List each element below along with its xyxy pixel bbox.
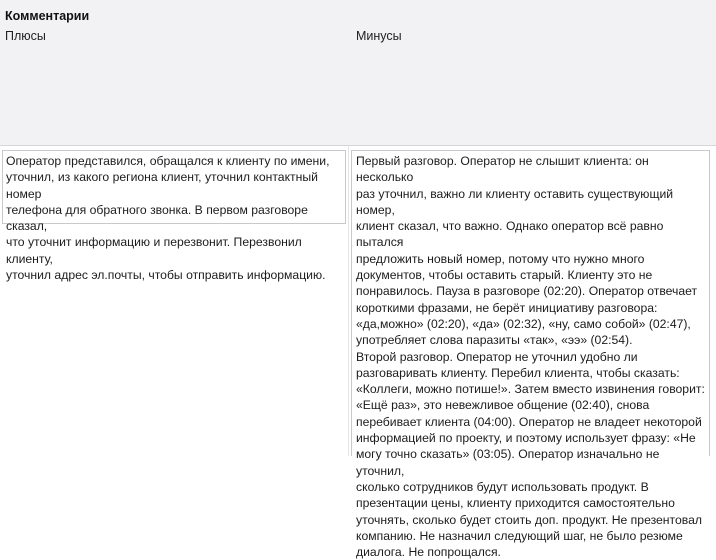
cons-second-call-text: Второй разговор. Оператор не уточнил удобно ли разговаривать клиенту. Перебил клиента, чтобы сказать: «Коллеги, можно потише!». Затем вместо извинения говорит: «Ещё раз», это невежливое общение (02:40), снова перебивает клиента (04:00). Оператор не владеет некоторой информацией по проекту, и поэтому использует фразу: «Не могу точно сказать» (03:05). Оператор изначально не уточнил, сколько сотрудников будут использовать продукт. В презентации цены, клиенту приходится самостоятельно уточнять, сколько будет стоить доп. продукт. Не презентовал компанию. Не назначил следующий шаг, не было резюме диалога. Не попрощался. xyxy=(356,349,705,560)
cons-column-header: Минусы xyxy=(356,29,402,43)
cons-first-call-text: Первый разговор. Оператор не слышит клиента: он несколько раз уточнил, важно ли клиенту оставить существующий номер, клиент сказал, что важно. Однако оператор всё равно пытался предложить новый номер, потому что нужно много документов, чтобы оставить старый. Клиенту это не понравилось. Пауза в разговоре (02:20). Оператор отвечает короткими фразами, не берёт инициативу разговора: «да,можно» (02:20), «да» (02:32), «ну, само собой» (02:47), употребляет слова паразиты «так», «ээ» (02:54). xyxy=(356,154,698,348)
comments-title: Комментарии xyxy=(5,9,90,23)
pros-column-header: Плюсы xyxy=(5,29,46,43)
pros-text: Оператор представился, обращался к клиенту по имени, уточнил, из какого региона клиент, уточнил контактный номер телефона для обратного звонка. В первом разговоре сказал, что уточнит информацию и перезвонит. Перезвонил клиенту, уточнил адрес эл.почты, чтобы отправить информацию. xyxy=(6,154,330,283)
column-divider xyxy=(348,146,349,456)
pros-cell[interactable] xyxy=(2,150,346,283)
cons-cell[interactable] xyxy=(351,150,710,560)
comments-header-panel xyxy=(0,0,716,146)
